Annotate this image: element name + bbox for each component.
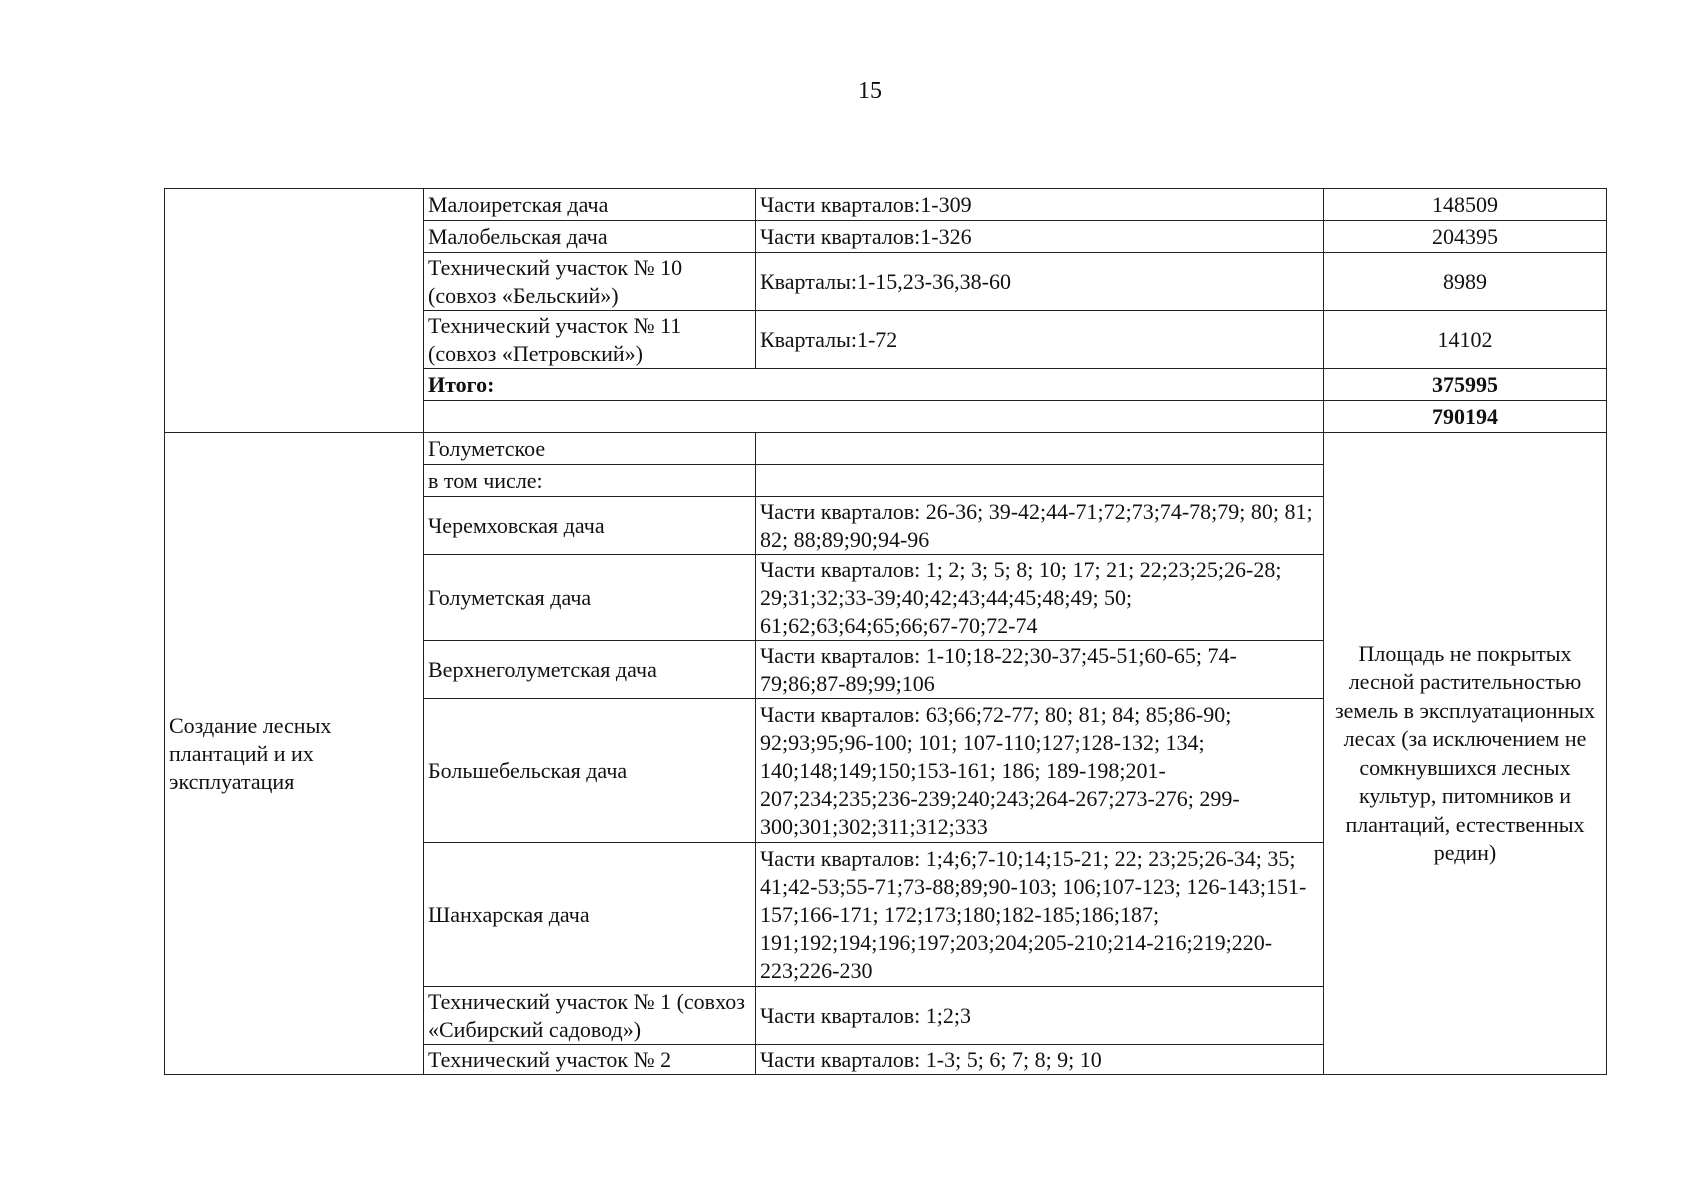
quarters-list: Части кварталов: 1;2;3 (756, 987, 1324, 1045)
quarters-list: Части кварталов:1-326 (756, 221, 1324, 253)
purpose-cell-empty (165, 189, 424, 433)
quarters-list: Части кварталов: 1-3; 5; 6; 7; 8; 9; 10 (756, 1045, 1324, 1075)
table-row (165, 433, 1607, 465)
area-value: 8989 (1324, 253, 1607, 311)
area-value: 204395 (1324, 221, 1607, 253)
dacha-name: Малобельская дача (424, 221, 756, 253)
subtotal-value: 375995 (1324, 369, 1607, 401)
quarters-list-empty (756, 465, 1324, 497)
quarters-list: Части кварталов:1-309 (756, 189, 1324, 221)
dacha-name: Технический участок № 10 (совхоз «Бельский») (424, 253, 756, 311)
quarters-list: Части кварталов: 1; 2; 3; 5; 8; 10; 17; 21; 22;23;25;26-28; 29;31;32;33-39;40;42;43;44;45;48;49; 50; 61;62;63;64;65;66;67-70;72-74 (756, 555, 1324, 641)
dacha-name: Технический участок № 2 (424, 1045, 756, 1075)
quarters-list-empty (756, 433, 1324, 465)
dacha-name: Большебельская дача (424, 699, 756, 843)
page-number: 15 (858, 78, 882, 104)
dacha-name: Технический участок № 11 (совхоз «Петровский») (424, 311, 756, 369)
including-label: в том числе: (424, 465, 756, 497)
dacha-name: Технический участок № 1 (совхоз «Сибирский садовод») (424, 987, 756, 1045)
purpose-cell: Создание лесных плантаций и их эксплуатация (165, 433, 424, 1075)
grand-total-value: 790194 (1324, 401, 1607, 433)
quarters-list: Кварталы:1-15,23-36,38-60 (756, 253, 1324, 311)
dacha-name: Шанхарская дача (424, 843, 756, 987)
quarters-list: Части кварталов: 1;4;6;7-10;14;15-21; 22; 23;25;26-34; 35; 41;42-53;55-71;73-88;89;90-103; 106;107-123; 126-143;151-157;166-171; 172;173;180;182-185;186;187; 191;192;194;196;197;203;204;205-210;214-216;219;220-223;226-230 (756, 843, 1324, 987)
forest-quarters-table (164, 188, 1607, 1075)
subtotal-label: Итого: (424, 369, 1324, 401)
quarters-list: Части кварталов: 1-10;18-22;30-37;45-51;60-65; 74-79;86;87-89;99;106 (756, 641, 1324, 699)
quarters-list: Кварталы:1-72 (756, 311, 1324, 369)
dacha-name: Черемховская дача (424, 497, 756, 555)
dacha-name: Малоиретская дача (424, 189, 756, 221)
table-row (165, 189, 1607, 221)
area-value: 14102 (1324, 311, 1607, 369)
area-value: 148509 (1324, 189, 1607, 221)
quarters-list: Части кварталов: 26-36; 39-42;44-71;72;73;74-78;79; 80; 81; 82; 88;89;90;94-96 (756, 497, 1324, 555)
dacha-name: Верхнеголуметская дача (424, 641, 756, 699)
forestry-name: Голуметское (424, 433, 756, 465)
quarters-list: Части кварталов: 63;66;72-77; 80; 81; 84; 85;86-90; 92;93;95;96-100; 101; 107-110;127;128-132; 134; 140;148;149;150;153-161; 186; 189-198;201-207;234;235;236-239;240;243;264-267;273-276; 299-300;301;302;311;312;333 (756, 699, 1324, 843)
area-note: Площадь не покрытых лесной растительностью земель в эксплуатационных лесах (за исключением не сомкнувшихся лесных культур, питомников и плантаций, естественных редин) (1324, 433, 1607, 1075)
grand-total-label-empty (424, 401, 1324, 433)
dacha-name: Голуметская дача (424, 555, 756, 641)
